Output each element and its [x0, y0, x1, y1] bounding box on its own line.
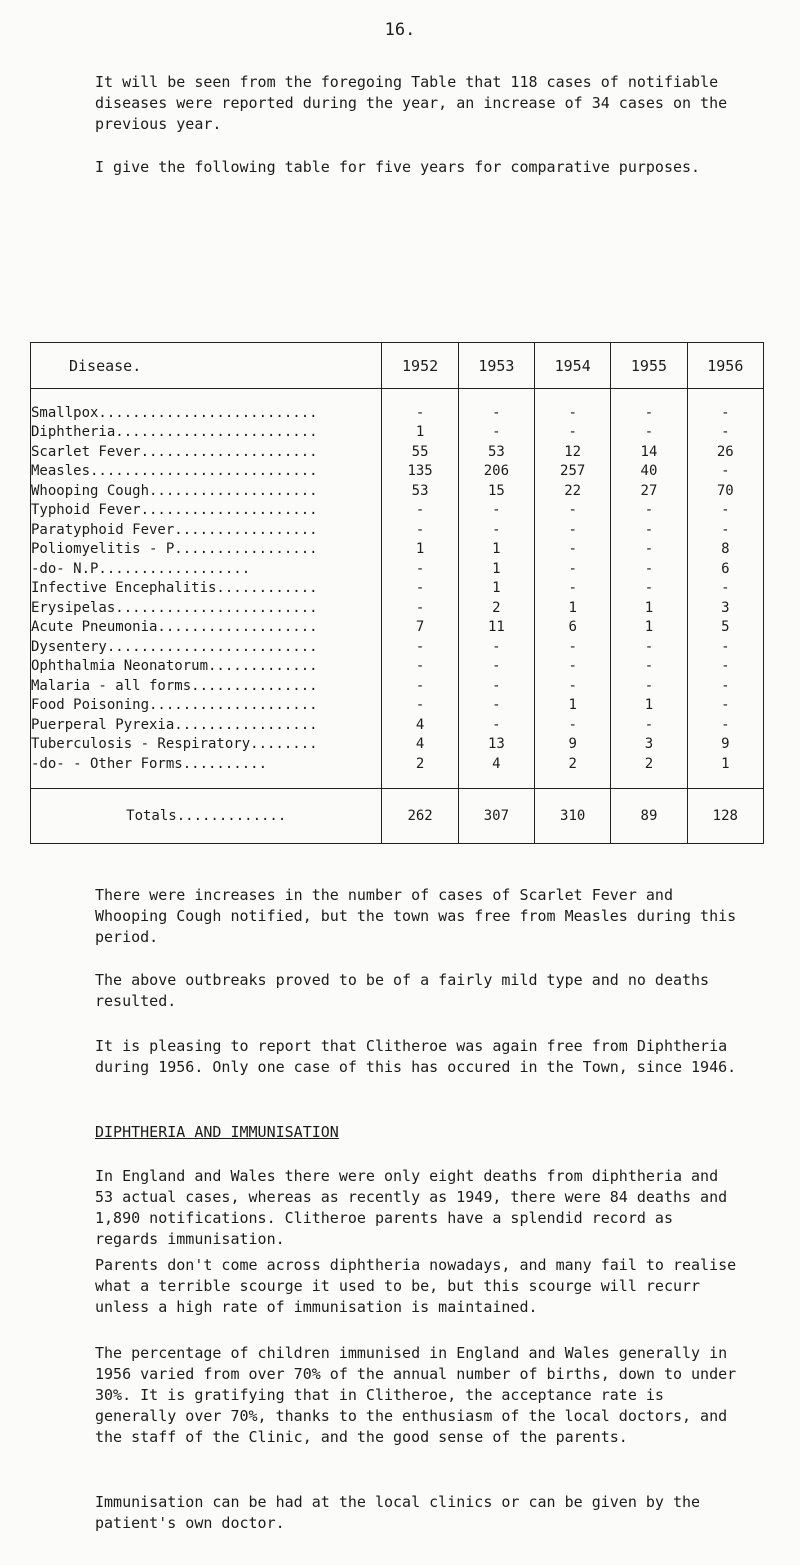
after-table-paragraph-2: The above outbreaks proved to be of a fairly mild type and no deaths resulted. [95, 971, 710, 1010]
column-header-year: 1955 [611, 343, 687, 389]
disease-name: Acute Pneumonia................... [31, 618, 382, 638]
section-paragraph-2: Parents don't come across diphtheria nowadays, and many fail to realise what a terrible scourge it used to be, but this scourge will recurr unless a high rate of immunisation is maintained. [95, 1256, 737, 1316]
case-count-cell: - [611, 676, 687, 696]
case-count-cell: - [611, 520, 687, 540]
disease-name: Smallpox.......................... [31, 389, 382, 423]
table-row [31, 501, 764, 521]
section-heading: DIPHTHERIA AND IMMUNISATION [95, 1123, 339, 1141]
case-count-cell: - [535, 657, 611, 677]
case-count-cell: - [687, 657, 763, 677]
case-count-cell: 53 [382, 481, 458, 501]
case-count-cell: - [458, 657, 534, 677]
intro-paragraph-1: It will be seen from the foregoing Table that 118 cases of notifiable diseases were reported during the year, an increase of 34 cases on the previous year. [95, 73, 728, 133]
disease-name: Erysipelas........................ [31, 598, 382, 618]
case-count-cell: 2 [382, 754, 458, 788]
case-count-cell: 5 [687, 618, 763, 638]
table-row [31, 676, 764, 696]
case-count-cell: - [535, 501, 611, 521]
case-count-cell: - [611, 501, 687, 521]
case-count-cell: - [458, 715, 534, 735]
case-count-cell: - [535, 715, 611, 735]
table-row [31, 618, 764, 638]
table-row [31, 559, 764, 579]
case-count-cell: 7 [382, 618, 458, 638]
case-count-cell: - [535, 540, 611, 560]
case-count-cell: - [687, 501, 763, 521]
disease-name: Poliomyelitis - P................. [31, 540, 382, 560]
case-count-cell: - [382, 559, 458, 579]
case-count-cell: - [535, 676, 611, 696]
disease-name: Diphtheria........................ [31, 423, 382, 443]
case-count-cell: 15 [458, 481, 534, 501]
case-count-cell: - [382, 389, 458, 423]
case-count-cell: - [535, 423, 611, 443]
case-count-cell: - [458, 676, 534, 696]
case-count-cell: 1 [611, 598, 687, 618]
case-count-cell: 40 [611, 462, 687, 482]
case-count-cell: - [458, 423, 534, 443]
case-count-cell: 4 [458, 754, 534, 788]
case-count-cell: - [382, 637, 458, 657]
case-count-cell: 27 [611, 481, 687, 501]
case-count-cell: 1 [382, 423, 458, 443]
case-count-cell: 1 [458, 559, 534, 579]
case-count-cell: - [535, 579, 611, 599]
case-count-cell: - [458, 389, 534, 423]
case-count-cell: - [382, 520, 458, 540]
column-header-disease: Disease. [31, 343, 382, 389]
total-cell: 307 [458, 788, 534, 843]
table-row [31, 462, 764, 482]
case-count-cell: - [611, 657, 687, 677]
case-count-cell: 2 [535, 754, 611, 788]
case-count-cell: - [687, 696, 763, 716]
case-count-cell: 1 [611, 696, 687, 716]
case-count-cell: 22 [535, 481, 611, 501]
case-count-cell: 1 [687, 754, 763, 788]
case-count-cell: 6 [687, 559, 763, 579]
column-header-year: 1953 [458, 343, 534, 389]
table-row [31, 735, 764, 755]
case-count-cell: - [535, 637, 611, 657]
table-row [31, 715, 764, 735]
case-count-cell: 9 [535, 735, 611, 755]
case-count-cell: 11 [458, 618, 534, 638]
case-count-cell: 55 [382, 442, 458, 462]
case-count-cell: 53 [458, 442, 534, 462]
case-count-cell: - [458, 501, 534, 521]
case-count-cell: - [458, 637, 534, 657]
case-count-cell: - [382, 579, 458, 599]
case-count-cell: - [458, 520, 534, 540]
disease-name: Ophthalmia Neonatorum............. [31, 657, 382, 677]
case-count-cell: 2 [611, 754, 687, 788]
case-count-cell: 206 [458, 462, 534, 482]
table-row [31, 481, 764, 501]
section-paragraph-1: In England and Wales there were only eight deaths from diphtheria and 53 actual cases, whereas as recently as 1949, there were 84 deaths and 1,890 notifications. Clitheroe parents have a splendid record as regards immunisation. [95, 1167, 728, 1248]
case-count-cell: - [687, 715, 763, 735]
case-count-cell: 3 [611, 735, 687, 755]
column-header-year: 1954 [535, 343, 611, 389]
disease-name: Measles........................... [31, 462, 382, 482]
column-header-year: 1956 [687, 343, 763, 389]
case-count-cell: 1 [535, 598, 611, 618]
case-count-cell: 135 [382, 462, 458, 482]
case-count-cell: 70 [687, 481, 763, 501]
case-count-cell: 3 [687, 598, 763, 618]
case-count-cell: 1 [458, 579, 534, 599]
case-count-cell: 2 [458, 598, 534, 618]
table-row [31, 520, 764, 540]
after-table-paragraph-3: It is pleasing to report that Clitheroe was again free from Diphtheria during 1956. Only one case of this has occured in the Town, since 1946. [95, 1037, 737, 1076]
case-count-cell: - [535, 559, 611, 579]
page-number: 16. [384, 20, 416, 40]
total-cell: 89 [611, 788, 687, 843]
table-header-row [31, 343, 764, 389]
case-count-cell: 1 [611, 618, 687, 638]
case-count-cell: - [535, 389, 611, 423]
case-count-cell: - [611, 559, 687, 579]
case-count-cell: 6 [535, 618, 611, 638]
section-paragraph-4: Immunisation can be had at the local clinics or can be given by the patient's own doctor. [95, 1493, 701, 1532]
disease-name: Puerperal Pyrexia................. [31, 715, 382, 735]
case-count-cell: 8 [687, 540, 763, 560]
total-cell: 310 [535, 788, 611, 843]
table-row [31, 754, 764, 788]
case-count-cell: 4 [382, 735, 458, 755]
table-row [31, 579, 764, 599]
case-count-cell: - [535, 520, 611, 540]
case-count-cell: 1 [535, 696, 611, 716]
case-count-cell: 1 [382, 540, 458, 560]
disease-name: Food Poisoning.................... [31, 696, 382, 716]
total-cell: 262 [382, 788, 458, 843]
case-count-cell: - [687, 676, 763, 696]
case-count-cell: 26 [687, 442, 763, 462]
notifiable-diseases-table [30, 342, 764, 844]
table-row [31, 389, 764, 423]
case-count-cell: - [611, 389, 687, 423]
case-count-cell: - [382, 657, 458, 677]
intro-paragraph-2: I give the following table for five years for comparative purposes. [95, 158, 701, 176]
table-row [31, 442, 764, 462]
case-count-cell: - [687, 520, 763, 540]
disease-name: Malaria - all forms............... [31, 676, 382, 696]
case-count-cell: - [611, 637, 687, 657]
case-count-cell: - [687, 389, 763, 423]
table-row [31, 696, 764, 716]
table-row [31, 423, 764, 443]
disease-name: Whooping Cough.................... [31, 481, 382, 501]
totals-row [31, 788, 764, 843]
case-count-cell: - [382, 696, 458, 716]
case-count-cell: - [687, 462, 763, 482]
case-count-cell: 12 [535, 442, 611, 462]
case-count-cell: 257 [535, 462, 611, 482]
after-table-paragraph-1: There were increases in the number of cases of Scarlet Fever and Whooping Cough notified, but the town was free from Measles during this period. [95, 886, 737, 946]
case-count-cell: - [611, 715, 687, 735]
case-count-cell: 4 [382, 715, 458, 735]
case-count-cell: - [382, 676, 458, 696]
column-header-year: 1952 [382, 343, 458, 389]
disease-name: Typhoid Fever..................... [31, 501, 382, 521]
disease-name: Tuberculosis - Respiratory........ [31, 735, 382, 755]
table-row [31, 637, 764, 657]
case-count-cell: - [382, 598, 458, 618]
case-count-cell: - [611, 579, 687, 599]
case-count-cell: - [687, 637, 763, 657]
case-count-cell: - [687, 579, 763, 599]
table-row [31, 540, 764, 560]
table-row [31, 598, 764, 618]
case-count-cell: 13 [458, 735, 534, 755]
case-count-cell: 9 [687, 735, 763, 755]
section-paragraph-3: The percentage of children immunised in England and Wales generally in 1956 varied from over 70% of the annual number of births, down to under 30%. It is gratifying that in Clitheroe, the acceptance rate is generally over 70%, thanks to the enthusiasm of the local doctors, and the staff of the Clinic, and the good sense of the parents. [95, 1344, 737, 1446]
case-count-cell: - [458, 696, 534, 716]
case-count-cell: - [687, 423, 763, 443]
disease-name: Infective Encephalitis............ [31, 579, 382, 599]
totals-label: Totals............. [31, 788, 382, 843]
disease-name: -do- N.P.................. [31, 559, 382, 579]
case-count-cell: - [611, 423, 687, 443]
case-count-cell: 14 [611, 442, 687, 462]
disease-name: Dysentery......................... [31, 637, 382, 657]
case-count-cell: - [611, 540, 687, 560]
total-cell: 128 [687, 788, 763, 843]
table-row [31, 657, 764, 677]
disease-name: Paratyphoid Fever................. [31, 520, 382, 540]
case-count-cell: - [382, 501, 458, 521]
disease-name: -do- - Other Forms.......... [31, 754, 382, 788]
case-count-cell: 1 [458, 540, 534, 560]
disease-name: Scarlet Fever..................... [31, 442, 382, 462]
